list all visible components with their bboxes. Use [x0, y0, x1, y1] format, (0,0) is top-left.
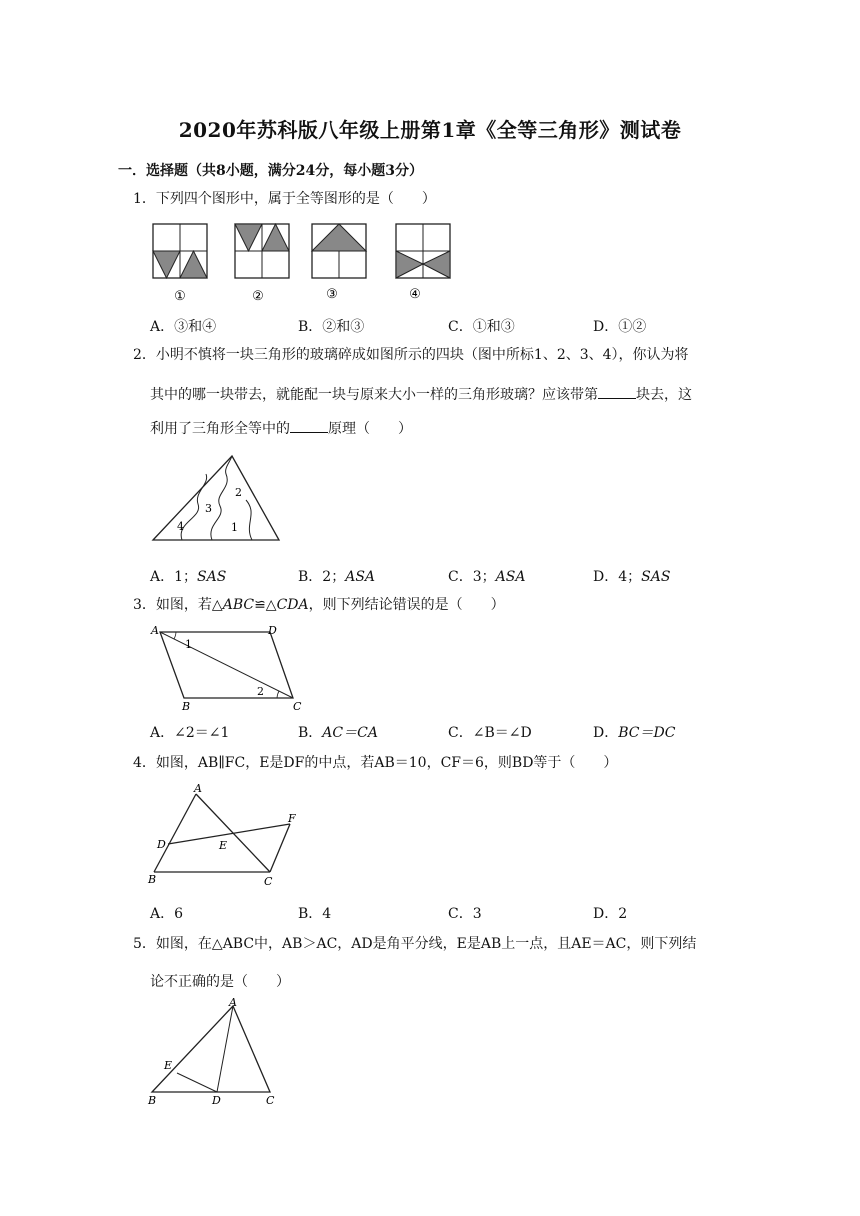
question-text: 如图，在△ABC中，AB＞AC，AD是角平分线，E是AB上一点，且AE＝AC，则下列结: [155, 936, 697, 952]
vertex-label-b: B: [148, 873, 157, 886]
figure-4-label: ④: [409, 287, 421, 302]
question-text: 如图，AB∥FC，E是DF的中点，若AB＝10，CF＝6，则BD等于（ ）: [155, 755, 618, 771]
figure-1-square: [153, 224, 207, 278]
question-1-stem: [133, 192, 436, 206]
q3-option-d[interactable]: D．BC＝DC: [593, 725, 676, 741]
vertex-label-e: E: [219, 839, 228, 852]
answer-blank[interactable]: [290, 420, 328, 433]
vertex-label-a: A: [151, 624, 159, 637]
vertex-label-e: E: [164, 1059, 173, 1072]
vertex-label-a: A: [194, 782, 202, 795]
question-4-stem: [133, 756, 617, 770]
vertex-label-c: C: [293, 700, 302, 710]
piece-label-3: 3: [205, 502, 212, 515]
question-number: 4．: [133, 755, 156, 771]
q2-option-d[interactable]: D．4；SAS: [593, 569, 671, 585]
answer-blank[interactable]: [598, 386, 636, 399]
question-text: 小明不慎将一块三角形的玻璃碎成如图所示的四块（图中所标1、2、3、4），你认为将: [155, 347, 689, 363]
piece-label-1: 1: [231, 521, 238, 534]
q4-option-c[interactable]: C．3: [448, 906, 482, 922]
q1-option-c[interactable]: C．①和③: [448, 319, 515, 335]
figure-4-square: [396, 224, 450, 278]
vertex-label-d: D: [268, 624, 277, 637]
q4-option-b[interactable]: B．4: [298, 906, 332, 922]
question-4-figure: [144, 778, 314, 890]
vertex-label-d: D: [212, 1094, 221, 1106]
q1-option-d[interactable]: D．①②: [593, 319, 647, 335]
vertex-label-a: A: [229, 996, 237, 1009]
q4-option-d[interactable]: D．2: [593, 906, 628, 922]
question-3-stem: 3．如图，若△ABC≌△CDA，则下列结论错误的是（ ）: [133, 597, 505, 613]
vertex-label-b: B: [148, 1094, 157, 1106]
q2-option-c[interactable]: C．3；ASA: [448, 569, 526, 585]
question-2-stem: [133, 348, 689, 362]
question-5-line2: 论不正确的是（ ）: [150, 974, 290, 990]
figure-1-label: ①: [174, 289, 186, 304]
q3-option-c[interactable]: C．∠B＝∠D: [448, 725, 532, 741]
q3-option-b[interactable]: B．AC＝CA: [298, 725, 378, 741]
question-3-figure: [148, 620, 308, 710]
vertex-label-c: C: [266, 1094, 275, 1106]
page-title: 2020年苏科版八年级上册第1章《全等三角形》测试卷: [178, 118, 682, 142]
question-number: 5．: [133, 936, 156, 952]
angle-label-2: 2: [257, 685, 264, 698]
vertex-label-d: D: [157, 838, 166, 851]
question-2-figure: [148, 452, 288, 548]
q4-option-a[interactable]: A．6: [150, 906, 184, 922]
question-5-figure: [144, 996, 284, 1106]
q2-option-a[interactable]: A．1；SAS: [150, 569, 227, 585]
vertex-label-f: F: [288, 812, 296, 825]
vertex-label-b: B: [182, 700, 191, 710]
figure-2-label: ②: [252, 289, 264, 304]
figure-3-label: ③: [326, 287, 338, 302]
question-1-figure: [148, 218, 458, 306]
vertex-label-c: C: [264, 875, 273, 888]
angle-label-1: 1: [185, 638, 192, 651]
q3-option-a[interactable]: A．∠2＝∠1: [150, 725, 230, 741]
section-heading: 一．选择题（共8小题，满分24分，每小题3分）: [118, 163, 423, 179]
figure-3-square: [312, 224, 366, 278]
question-text: 下列四个图形中，属于全等图形的是（ ）: [155, 191, 436, 207]
figure-2-square: [235, 224, 289, 278]
q1-option-b[interactable]: B．②和③: [298, 319, 365, 335]
question-number: 3．: [133, 597, 156, 613]
piece-label-4: 4: [177, 520, 184, 533]
question-2-line3: 利用了三角形全等中的 原理（ ）: [150, 421, 412, 437]
q2-option-b[interactable]: B．2；ASA: [298, 569, 376, 585]
question-2-line2: 其中的哪一块带去，就能配一块与原来大小一样的三角形玻璃？应该带第 块去，这: [150, 387, 692, 403]
piece-label-2: 2: [235, 486, 242, 499]
question-number: 2．: [133, 347, 156, 363]
question-number: 1．: [133, 191, 156, 207]
q1-option-a[interactable]: A．③和④: [150, 319, 217, 335]
question-5-stem: [133, 937, 696, 951]
